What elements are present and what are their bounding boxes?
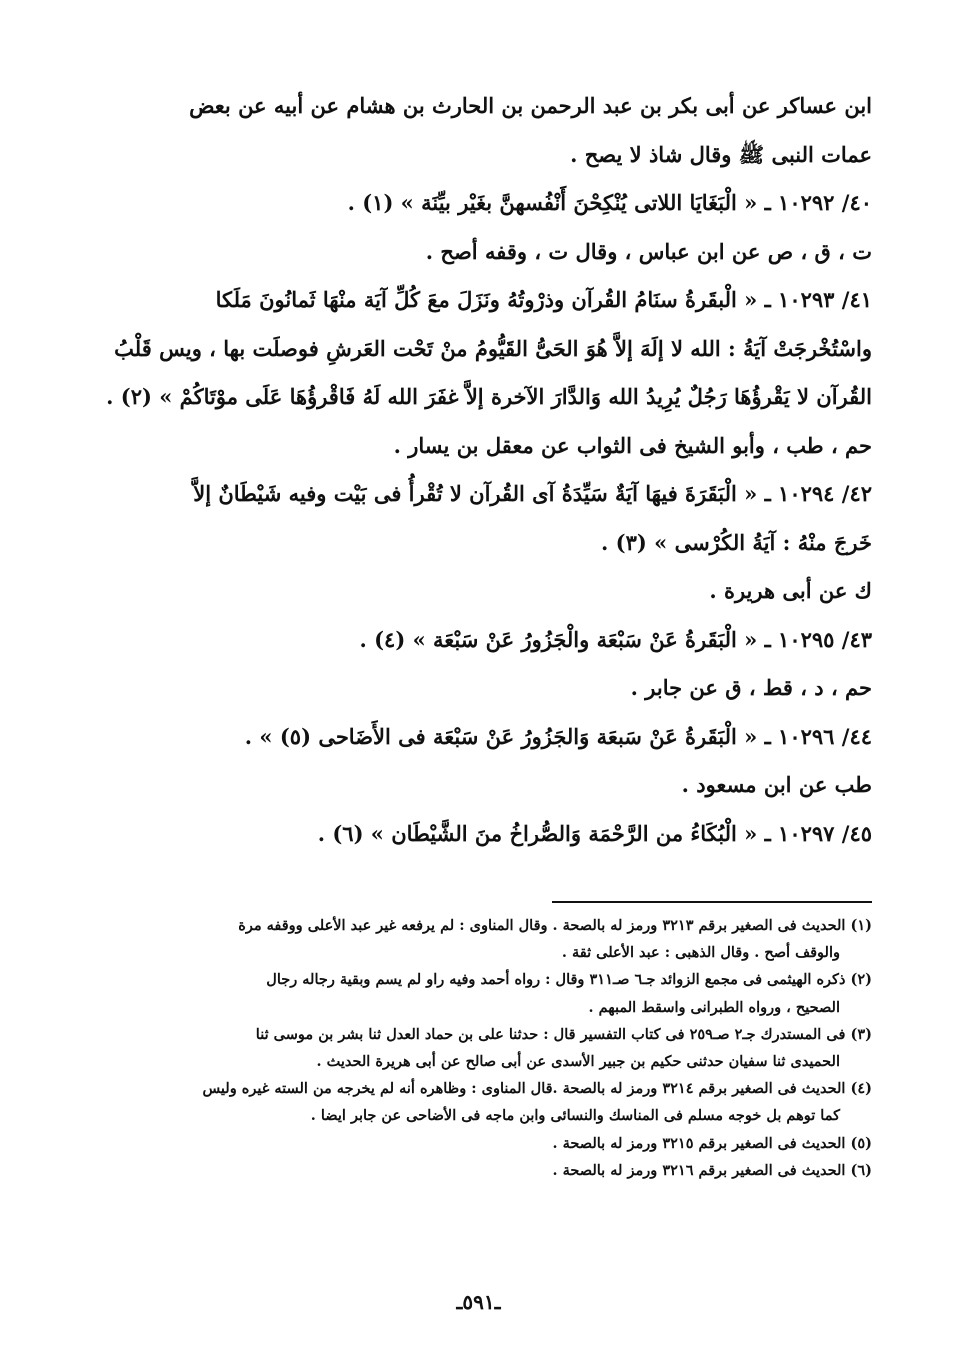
footnote-4-continuation: كما توهم بل خوجه مسلم فى المناسك والنسائى وابن ماجه فى الأضاحى عن جابر ايضا . (310, 1107, 840, 1125)
footnote-2: (٢) ذكره الهيثمى فى مجمع الزوائد جـ٦ صـ٣١١ وقال : رواه أحمد وفيه راو لم يسم وبقية رجاله رجال (266, 971, 872, 989)
footnote-1: (١) الحديث فى الصغير برقم ٣٢١٣ ورمز له بالصحة . وقال المناوى : لم يرفعه غير عبد الأعلى ووقفه مرة (238, 917, 872, 934)
source-line: ك عن أبى هريرة . (709, 578, 872, 603)
footnote-divider (552, 901, 872, 903)
hadith-entry-10296: ٤٤/ ١٠٢٩٦ ـ « الْبَقَرةُ عَنْ سَبعَة وَالجَزُورُ عَنْ سَبْعَة فى الأَضَاحى (٥) » . (244, 723, 872, 749)
hadith-entry-10295: ٤٣/ ١٠٢٩٥ ـ « الْبَقَرةُ عَنْ سَبْعَة والْجَزُورُ عَنْ سَبْعَة » (٤) . (359, 626, 872, 652)
footnote-3-continuation: الحميدى ثنا سفيان حدثنى حكيم بن جبير الأسدى عن أبى صالح عن أبى هريرة الحديث . (316, 1053, 840, 1071)
main-text (85, 82, 872, 858)
source-line: حم ، طب ، وأبو الشيخ فى الثواب عن معقل بن يسار . (393, 432, 872, 458)
text-line: عمات النبى ﷺ وقال شاذ لا يصح . (570, 141, 872, 167)
source-line: ت ، ق ، ص عن ابن عباس ، وقال ت ، وقفه أصح . (425, 238, 872, 264)
hadith-entry-10292: ٤٠/ ١٠٢٩٢ ـ « الْبَغَايَا اللاتى يُنْكِحْنَ أَنْفُسهنَّ بغَيْر بيِّنَة » (١) . (347, 190, 872, 215)
footnote-6: (٦) الحديث فى الصغير برقم ٣٢١٦ ورمز له بالصحة . (552, 1161, 872, 1179)
source-line: حم ، د ، قط ، ق عن جابر . (630, 675, 872, 700)
footnote-3: (٣) فى المستدرك جـ٢ صـ٢٥٩ فى كتاب التفسير قال : حدثنا على بن حماد العدل ثنا بشر بن موسى ثنا (255, 1025, 872, 1043)
footnote-1-continuation: والوقف أصح . وقال الذهبى : عبد الأعلى ثقة . (561, 944, 840, 962)
hadith-entry-10294: ٤٢/ ١٠٢٩٤ ـ « الْبَقَرَةَ فيهَا آيَةٌ سَيِّدَةُ آى القُرآن لا تُقْرأُ فى بَيْت وفيه شَيْطَانٌ إلاَّ (193, 481, 872, 506)
footnote-2-continuation: الصحيح ، ورواه الطبرانى واسقط المبهم . (588, 998, 840, 1016)
hadith-entry-10297: ٤٥/ ١٠٢٩٧ ـ « الْبُكَاءُ من الرَّحْمَة وَالصُّراخُ منَ الشَّيْطَان » (٦) . (317, 820, 872, 846)
text-line: واسْتُخْرجَتْ آيَةُ : الله لا إلَهَ إلاَّ هُوَ الحَىُّ القَيُّومُ منْ تَحْت العَرشِ فوصلَت بها ، ويس قَلْبُ (114, 335, 872, 361)
footnote-4: (٤) الحديث فى الصغير برقم ٣٢١٤ ورمز له بالصحة .قال المناوى : وظاهره أنه لم يخرجه من السته غيره وليس (202, 1080, 872, 1098)
text-line: خَرجَ منْهُ : آيَةُ الكُرْسى » (٣) . (601, 529, 872, 555)
text-line: القُرآن لا يَقْرؤُهَا رَجُلٌ يُرِيدُ الله وَالدَّارَ الآخرة إلاَّ غفَرَ الله لَهُ فَاقْرؤُهَا عَلَى موْتَاكُمْ » (٢) . (106, 384, 872, 409)
hadith-entry-10293: ٤١/ ١٠٢٩٣ ـ « الْبقَرةُ سنَامُ القُرآن وذرْوتُهُ ونَزَلَ معَ كُلِّ آيَة منْهَا ثَمانُونَ مَلَكا (215, 287, 872, 312)
page-number: ـ٥٩١ـ (456, 1290, 501, 1314)
footnote-5: (٥) الحديث فى الصغير برقم ٣٢١٥ ورمز له بالصحة . (552, 1134, 872, 1152)
source-line: طب عن ابن مسعود . (681, 772, 872, 797)
footnotes (85, 912, 872, 1184)
text-line: ابن عساكر عن أبى بكر بن عبد الرحمن بن الحارث بن هشام عن أبيه عن بعض (189, 93, 872, 118)
